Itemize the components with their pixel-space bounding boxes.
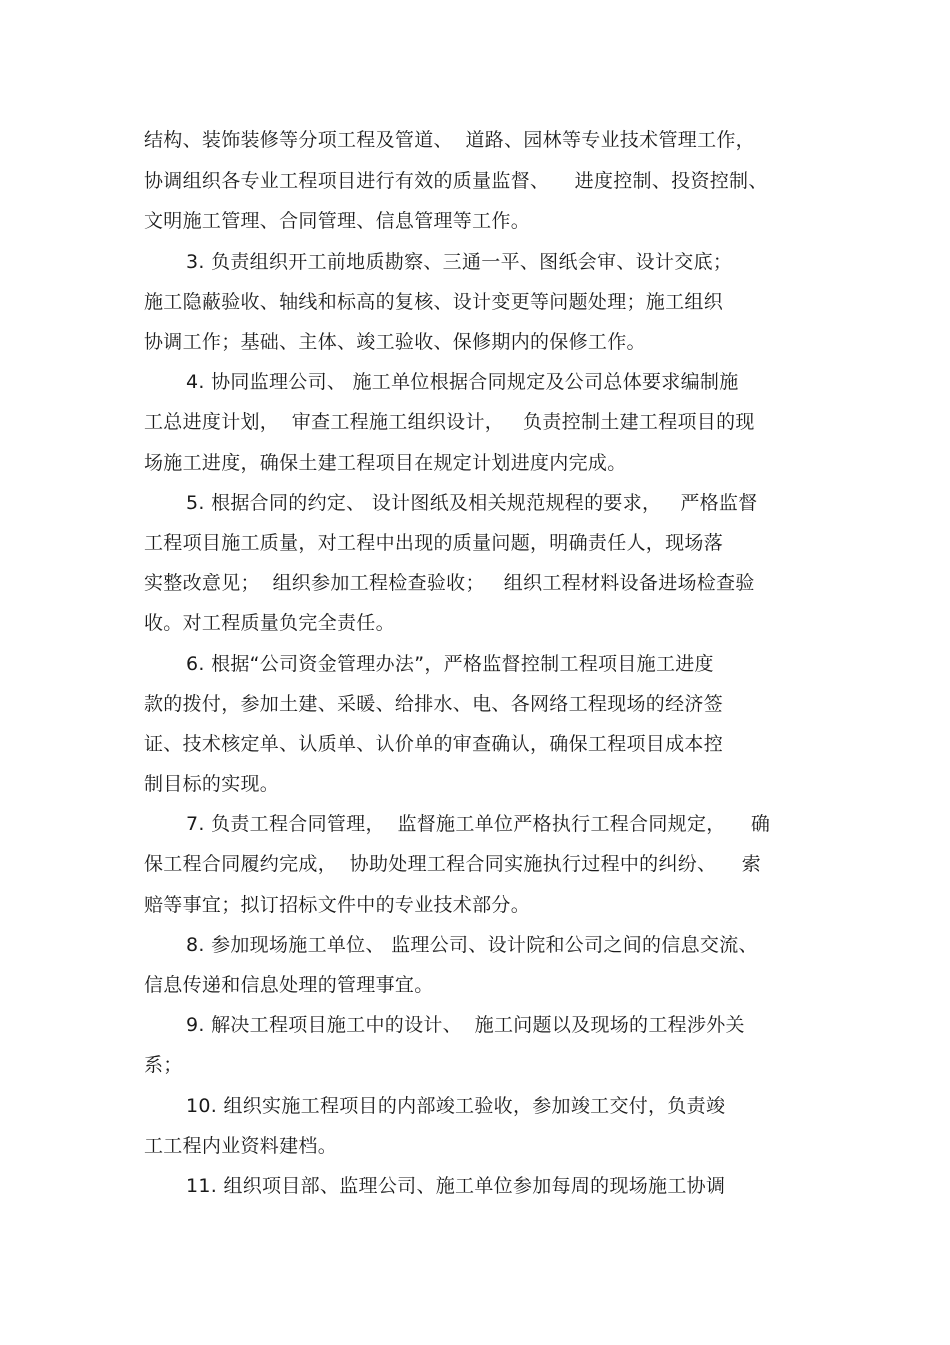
- text-line: 收。对工程质量负完全责任。: [144, 612, 395, 634]
- text-line: 协调组织各专业工程项目进行有效的质量监督、 进度控制、投资控制、: [144, 170, 768, 192]
- list-item-6: 6. 根据“公司资金管理办法”，严格监督控制工程项目施工进度: [186, 653, 714, 675]
- list-item-7: 7. 负责工程合同管理， 监督施工单位严格执行工程合同规定， 确: [186, 813, 771, 835]
- list-item-3: 3. 负责组织开工前地质勘察、三通一平、图纸会审、设计交底；: [186, 251, 733, 273]
- text-line: 系；: [144, 1054, 183, 1076]
- list-item-9: 9. 解决工程项目施工中的设计、 施工问题以及现场的工程涉外关: [186, 1014, 745, 1036]
- text-line: 证、技术核定单、认质单、认价单的审查确认，确保工程项目成本控: [144, 733, 724, 755]
- text-line: 款的拨付，参加土建、采暖、给排水、电、各网络工程现场的经济签: [144, 693, 724, 715]
- list-item-11: 11. 组织项目部、监理公司、施工单位参加每周的现场施工协调: [186, 1175, 726, 1197]
- text-line: 工总进度计划， 审查工程施工组织设计， 负责控制土建工程项目的现: [144, 411, 755, 433]
- list-item-8: 8. 参加现场施工单位、 监理公司、设计院和公司之间的信息交流、: [186, 934, 758, 956]
- text-line: 赔等事宜；拟订招标文件中的专业技术部分。: [144, 894, 531, 916]
- text-line: 结构、装饰装修等分项工程及管道、 道路、园林等专业技术管理工作，: [144, 129, 755, 151]
- text-line: 施工隐蔽验收、轴线和标高的复核、设计变更等问题处理；施工组织: [144, 291, 724, 313]
- list-item-5: 5. 根据合同的约定、 设计图纸及相关规范规程的要求， 严格监督: [186, 492, 758, 514]
- text-line: 实整改意见； 组织参加工程检查验收； 组织工程材料设备进场检查验: [144, 572, 755, 594]
- text-line: 信息传递和信息处理的管理事宜。: [144, 974, 434, 996]
- text-line: 保工程合同履约完成， 协助处理工程合同实施执行过程中的纠纷、 索: [144, 853, 762, 875]
- text-line: 工工程内业资料建档。: [144, 1135, 338, 1157]
- list-item-10: 10. 组织实施工程项目的内部竣工验收，参加竣工交付，负责竣: [186, 1095, 726, 1117]
- text-line: 工程项目施工质量，对工程中出现的质量问题，明确责任人，现场落: [144, 532, 724, 554]
- text-line: 文明施工管理、合同管理、信息管理等工作。: [144, 210, 531, 232]
- text-line: 协调工作；基础、主体、竣工验收、保修期内的保修工作。: [144, 331, 646, 353]
- text-line: 制目标的实现。: [144, 773, 280, 795]
- text-line: 场施工进度，确保土建工程项目在规定计划进度内完成。: [144, 452, 627, 474]
- list-item-4: 4. 协同监理公司、 施工单位根据合同规定及公司总体要求编制施: [186, 371, 739, 393]
